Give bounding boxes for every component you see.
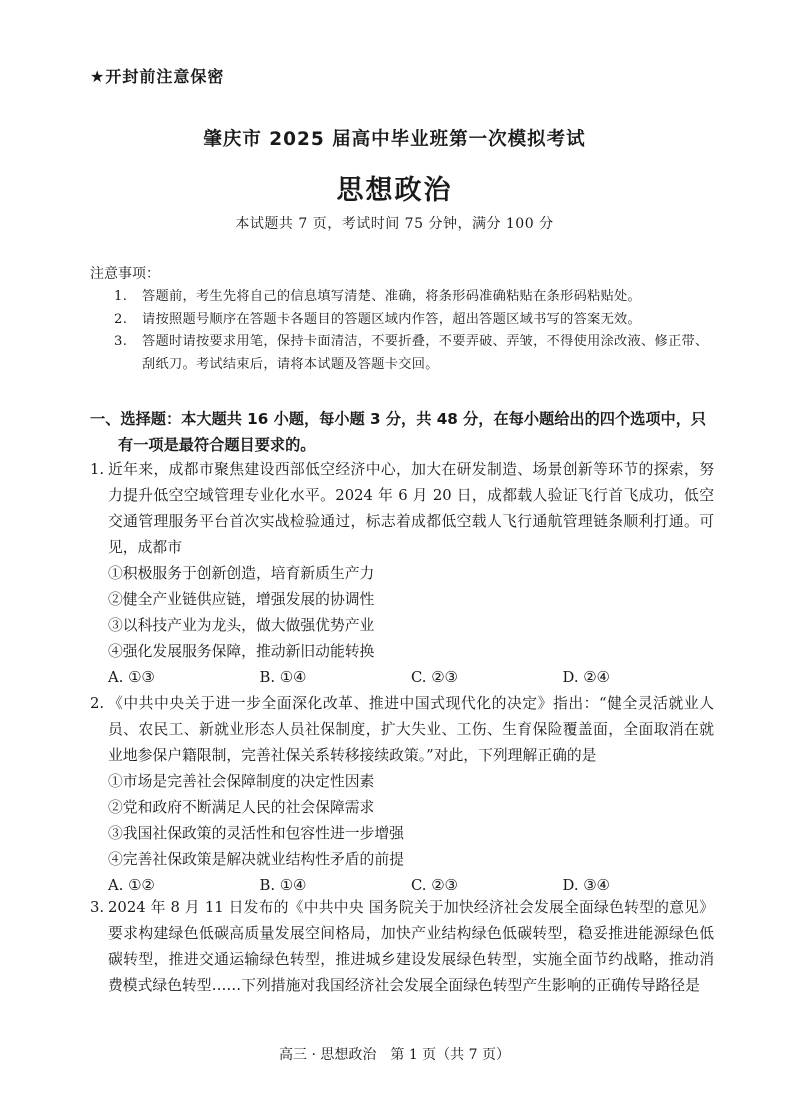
section-heading-line1: 一、选择题：本大题共 16 小题，每小题 3 分，共 48 分，在每小题给出的四个选项中，只 — [90, 410, 707, 428]
section-heading — [90, 406, 714, 458]
answer-choices — [108, 665, 714, 691]
choice-c: C. ②③ — [411, 877, 458, 894]
question-number: 1. — [90, 461, 105, 478]
statement-option: ①积极服务于创新创造，培育新质生产力 — [108, 565, 375, 582]
notice-item — [114, 331, 714, 376]
notice-heading: 注意事项： — [90, 266, 160, 282]
statement-option: ①市场是完善社会保障制度的决定性因素 — [108, 773, 375, 790]
notice-item — [114, 309, 714, 332]
statement-option: ④完善社保政策是解决就业结构性矛盾的前提 — [108, 851, 404, 868]
subject-title: 思想政治 — [336, 175, 453, 206]
notice-item-number: 3. — [114, 334, 128, 349]
question-stem: 《中共中央关于进一步全面深化改革、推进中国式现代化的决定》指出：“健全灵活就业人员、农民工、新就业形态人员社保制度，扩大失业、工伤、生育保险覆盖面，全面取消在就业地参保户籍限制，完善社保关系转移接续政策。”对此，下列理解正确的是 — [108, 695, 714, 764]
question-3 — [90, 895, 714, 999]
question-2 — [90, 691, 714, 899]
choice-d: D. ②④ — [562, 669, 610, 686]
choice-a: A. ①③ — [108, 669, 155, 686]
question-number: 2. — [90, 695, 105, 712]
choice-d: D. ③④ — [562, 877, 610, 894]
choice-b: B. ①④ — [259, 669, 307, 686]
choice-c: C. ②③ — [411, 669, 458, 686]
page-footer: 高三 · 思想政治 第 1 页（共 7 页） — [279, 1047, 510, 1063]
statement-option: ④强化发展服务保障，推动新旧动能转换 — [108, 643, 375, 660]
question-1 — [90, 457, 714, 691]
question-stem: 2024 年 8 月 11 日发布的《中共中央 国务院关于加快经济社会发展全面绿色转型的意见》要求构建绿色低碳高质量发展空间格局，加快产业结构绿色低碳转型，稳妥推进能源绿色低碳转型，推进交通运输绿色转型，推进城乡建设发展绿色转型，实施全面节约战略，推动消费模式绿色转型……下列措施对我国经济社会发展全面绿色转型产生影响的正确传导路径是 — [108, 899, 714, 994]
statement-option: ③我国社保政策的灵活性和包容性进一步增强 — [108, 825, 404, 842]
confidential-label: ★开封前注意保密 — [90, 67, 225, 86]
notice-item-text: 答题时请按要求用笔，保持卡面清洁，不要折叠，不要弄破、弄皱，不得使用涂改液、修正带、刮纸刀。考试结束后，请将本试题及答题卡交回。 — [142, 334, 709, 372]
exam-info: 本试题共 7 页，考试时间 75 分钟，满分 100 分 — [235, 216, 554, 232]
notice-list — [114, 286, 714, 376]
exam-title: 肇庆市 2025 届高中毕业班第一次模拟考试 — [203, 129, 586, 150]
choice-b: B. ①④ — [259, 877, 307, 894]
choice-a: A. ①② — [108, 877, 155, 894]
statement-option: ②党和政府不断满足人民的社会保障需求 — [108, 799, 375, 816]
notice-item — [114, 286, 714, 309]
notice-item-number: 1. — [114, 289, 128, 304]
notice-item-number: 2. — [114, 311, 128, 327]
section-heading-line2: 有一项是最符合题目要求的。 — [118, 436, 316, 454]
notice-item-text: 答题前，考生先将自己的信息填写清楚、准确，将条形码准确粘贴在条形码粘贴处。 — [142, 289, 642, 304]
question-number: 3. — [90, 899, 105, 916]
statement-option: ②健全产业链供应链，增强发展的协调性 — [108, 591, 375, 608]
statement-option: ③以科技产业为龙头，做大做强优势产业 — [108, 617, 375, 634]
notice-item-text: 请按照题号顺序在答题卡各题目的答题区域内作答，超出答题区域书写的答案无效。 — [142, 311, 642, 327]
question-stem: 近年来，成都市聚焦建设西部低空经济中心，加大在研发制造、场景创新等环节的探索，努力提升低空空域管理专业化水平。2024 年 6 月 20 日，成都载人验证飞行首飞成功，低空交通管理服务平台首次实战检验通过，标志着成都低空载人飞行通航管理链条顺利打通。可见，成都市 — [108, 461, 714, 556]
